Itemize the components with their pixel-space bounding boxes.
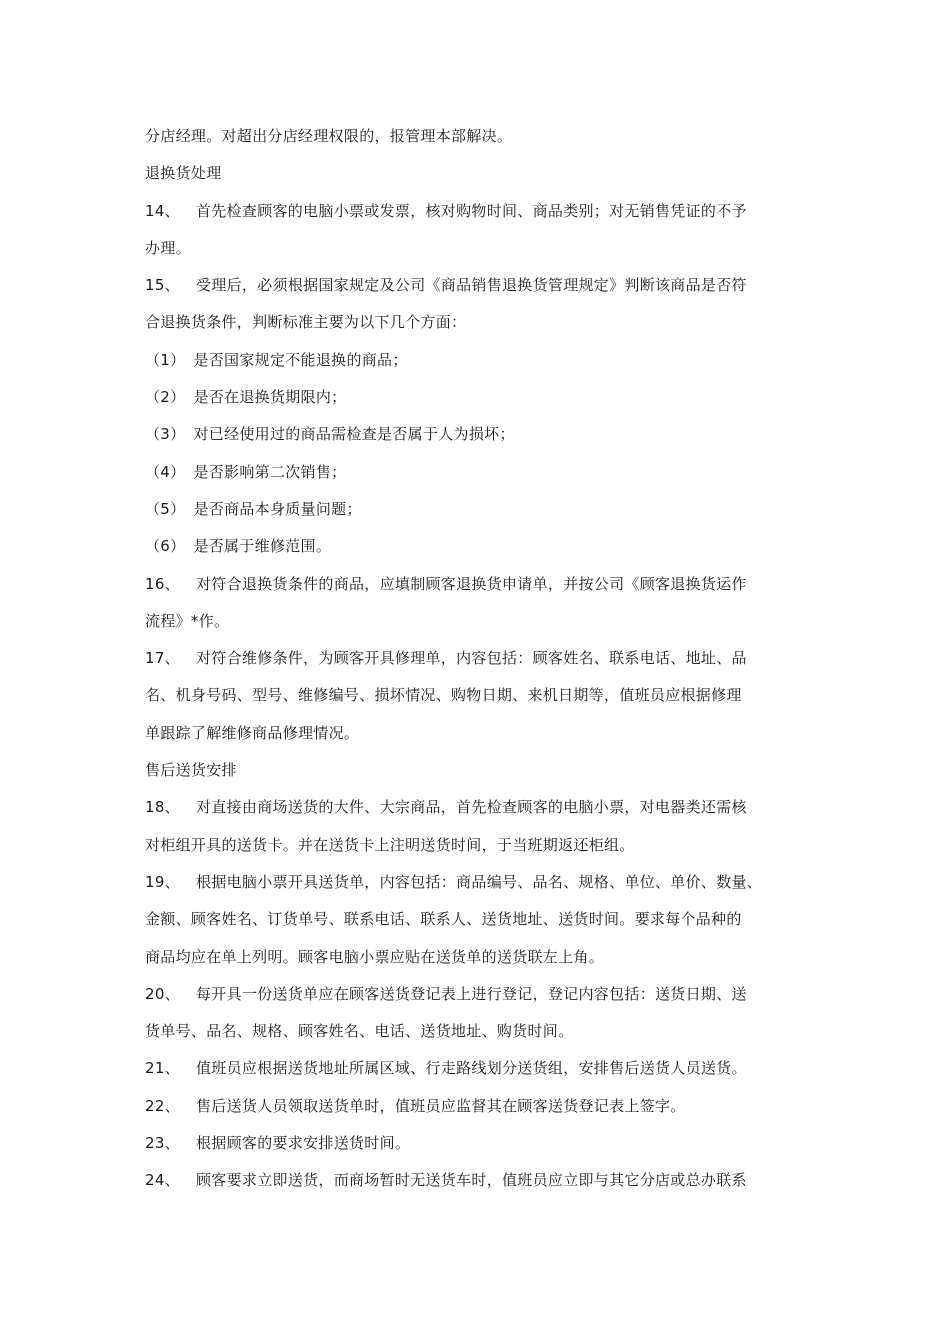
sub-item-line [145,491,825,528]
numbered-item-line [145,864,825,901]
sub-item-text: 是否属于维修范围。 [193,537,332,556]
numbered-item-line [145,1162,825,1199]
item-number: 19、 [145,872,180,891]
sub-item-number: （5） [145,499,186,518]
sub-item-line [145,379,825,416]
sub-item-line [145,342,825,379]
text-line: 办理。 [145,238,191,257]
sub-item-text: 对已经使用过的商品需检查是否属于人为损坏； [193,425,515,444]
item-number: 21、 [145,1059,180,1078]
sub-item-number: （6） [145,537,186,556]
text-line: 合退换货条件，判断标准主要为以下几个方面： [145,313,467,332]
item-text: 首先检查顾客的电脑小票或发票，核对购物时间、商品类别；对无销售凭证的不予 [196,201,747,220]
numbered-item-line [145,267,825,304]
text-line: 商品均应在单上列明。顾客电脑小票应贴在送货单的送货联左上角。 [145,947,605,966]
numbered-item-line [145,1050,825,1087]
item-number: 15、 [145,276,180,295]
item-text: 对直接由商场送货的大件、大宗商品，首先检查顾客的电脑小票，对电器类还需核 [196,798,747,817]
sub-item-line [145,416,825,453]
sub-item-number: （2） [145,388,186,407]
text-line: 名、机身号码、型号、维修编号、损坏情况、购物日期、来机日期等，值班员应根据修理 [145,686,742,705]
sub-item-text: 是否影响第二次销售； [193,462,347,481]
item-number: 18、 [145,798,180,817]
numbered-item-line [145,1125,825,1162]
text-line: 对柜组开具的送货卡。并在送货卡上注明送货时间，于当班期返还柜组。 [145,835,635,854]
item-text: 对符合维修条件，为顾客开具修理单，内容包括：顾客姓名、联系电话、地址、品 [196,649,747,668]
item-text: 受理后，必须根据国家规定及公司《商品销售退换货管理规定》判断该商品是否符 [196,276,747,295]
text-line: 流程》*作。 [145,611,230,630]
item-text: 每开具一份送货单应在顾客送货登记表上进行登记，登记内容包括：送货日期、送 [196,984,747,1003]
item-number: 24、 [145,1171,180,1190]
numbered-item-line [145,976,825,1013]
document-body [145,118,825,1200]
sub-item-number: （3） [145,425,186,444]
item-text: 顾客要求立即送货，而商场暂时无送货车时，值班员应立即与其它分店或总办联系 [196,1171,747,1190]
numbered-item-line [145,1088,825,1125]
text-line: 退换货处理 [145,164,222,183]
sub-item-number: （4） [145,462,186,481]
text-line: 分店经理。对超出分店经理权限的，报管理本部解决。 [145,127,513,145]
item-text: 对符合退换货条件的商品，应填制顾客退换货申请单，并按公司《顾客退换货运作 [196,574,747,593]
item-number: 16、 [145,574,180,593]
sub-item-text: 是否在退换货期限内； [193,388,347,407]
sub-item-text: 是否国家规定不能退换的商品； [193,350,408,369]
item-text: 售后送货人员领取送货单时，值班员应监督其在顾客送货登记表上签字。 [196,1096,686,1115]
text-line: 售后送货安排 [145,761,237,780]
item-number: 17、 [145,649,180,668]
sub-item-number: （1） [145,350,186,369]
item-number: 20、 [145,984,180,1003]
sub-item-text: 是否商品本身质量问题； [193,499,362,518]
numbered-item-line [145,566,825,603]
item-number: 14、 [145,201,180,220]
text-line: 单跟踪了解维修商品修理情况。 [145,723,360,742]
numbered-item-line [145,193,825,230]
numbered-item-line [145,789,825,826]
text-line: 货单号、品名、规格、顾客姓名、电话、送货地址、购货时间。 [145,1022,574,1041]
numbered-item-line [145,640,825,677]
text-line: 金额、顾客姓名、订货单号、联系电话、联系人、送货地址、送货时间。要求每个品种的 [145,910,742,929]
item-text: 根据电脑小票开具送货单，内容包括：商品编号、品名、规格、单位、单价、数量、 [196,872,763,891]
item-text: 值班员应根据送货地址所属区域、行走路线划分送货组，安排售后送货人员送货。 [196,1059,747,1078]
sub-item-line [145,528,825,565]
item-number: 22、 [145,1096,180,1115]
item-text: 根据顾客的要求安排送货时间。 [196,1134,411,1153]
sub-item-line [145,454,825,491]
item-number: 23、 [145,1134,180,1153]
